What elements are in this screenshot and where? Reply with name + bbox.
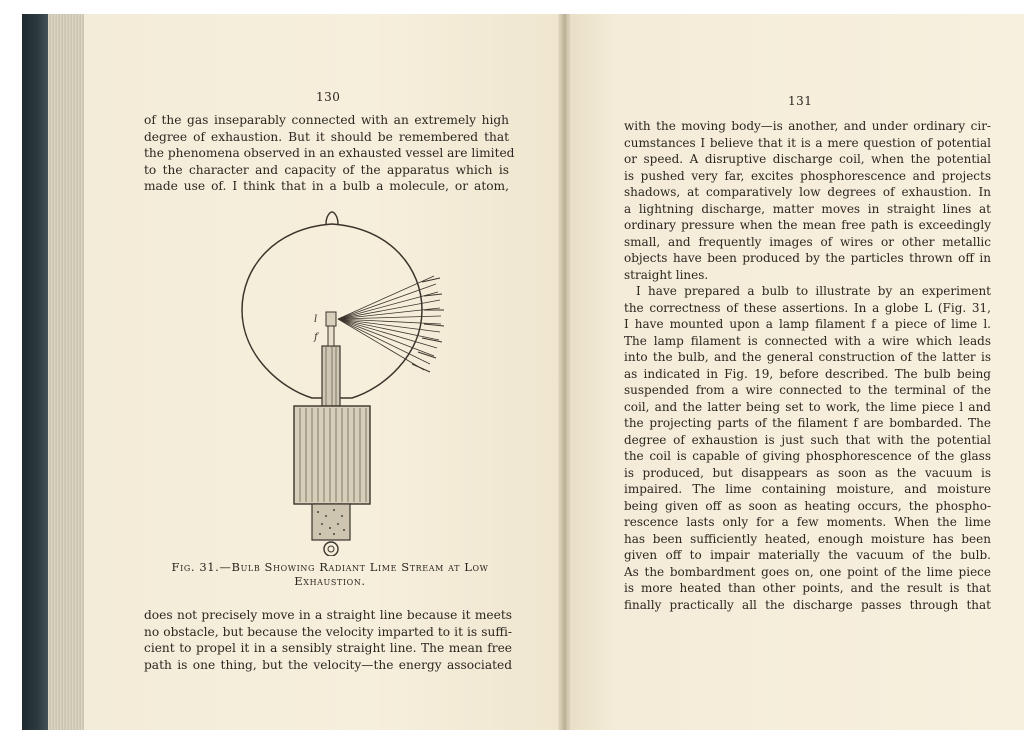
text-line: degree of exhaustion. But it should be remembered that — [144, 129, 509, 144]
figure-caption — [144, 560, 516, 588]
bulb-socket — [312, 504, 350, 540]
text-line: small, and frequently images of wires or other metallic — [624, 234, 991, 249]
text-line: is pushed very far, excites phosphorescence and projects — [624, 168, 991, 183]
left-top-paragraph — [144, 112, 515, 195]
text-line: I have prepared a bulb to illustrate by an experiment — [636, 284, 991, 298]
caption-line: Exhaustion. — [294, 574, 366, 588]
text-line: straight lines. — [624, 267, 709, 282]
text-line: shadows, at comparatively low degrees of exhaustion. In — [624, 185, 991, 199]
bulb-base — [294, 406, 370, 504]
text-line: being given off as soon as heating occurs, the phospho- — [624, 498, 991, 513]
left-page-number: 130 — [316, 90, 341, 104]
text-line: degree of exhaustion is just such that with the potential — [624, 432, 991, 447]
open-book — [22, 14, 1024, 730]
text-line: objects have been produced by the particles thrown off in — [624, 251, 991, 265]
text-line: rescence lasts only for a few moments. When the lime — [624, 515, 991, 529]
text-line: cumstances I believe that it is a mere question of potential — [624, 135, 991, 150]
right-paragraphs — [624, 118, 991, 613]
text-line: into the bulb, and the general construction of the latter is — [624, 350, 991, 364]
text-line: the correctness of these assertions. In a globe L (Fig. 31, — [624, 300, 991, 315]
caption-line: Fig. 31.—Bulb Showing Radiant Lime Stream at Low — [171, 560, 489, 574]
text-line: the coil is capable of giving phosphorescence of the glass — [624, 449, 991, 463]
text-line: does not precisely move in a straight line because it meets — [144, 608, 512, 622]
text-line: is produced, but disappears as soon as the vacuum is — [624, 465, 991, 480]
text-line: made use of. I think that in a bulb a molecule, or atom, — [144, 179, 509, 193]
text-line: given off to impair materially the vacuum of the bulb. — [624, 548, 991, 562]
text-line: coil, and the latter being set to work, the lime piece l and — [624, 399, 991, 414]
text-line: path is one thing, but the velocity—the energy associated — [144, 657, 512, 672]
text-line: The lamp filament is connected with a wire which leads — [624, 333, 991, 348]
text-line: or speed. A disruptive discharge coil, when the potential — [624, 152, 991, 166]
right-page — [570, 14, 1024, 730]
text-line: the projecting parts of the filament f are bombarded. The — [624, 416, 991, 430]
text-line: ordinary pressure when the mean free path is exceedingly — [624, 218, 991, 232]
text-line: as indicated in Fig. 19, before described. The bulb being — [624, 366, 991, 381]
text-line: cient to propel it in a sensibly straight line. The mean free — [144, 641, 512, 655]
book-spine — [22, 14, 48, 730]
label-l: l — [314, 314, 318, 325]
text-line: As the bombardment goes on, one point of the lime piece — [624, 564, 991, 579]
lime-piece — [326, 312, 336, 326]
text-line: impaired. The lime containing moisture, and moisture — [624, 482, 991, 496]
right-page-number: 131 — [788, 94, 813, 108]
terminal-ring — [324, 542, 338, 556]
left-page — [84, 14, 564, 730]
text-line: I have mounted upon a lamp filament f a piece of lime l. — [624, 317, 991, 331]
text-line: is more heated than other points, and the result is that — [624, 581, 991, 595]
text-line: has been sufficiently heated, enough moisture has been — [624, 531, 991, 546]
label-f: f — [314, 332, 318, 343]
text-line: of the gas inseparably connected with an extremely high — [144, 113, 509, 127]
text-line: a lightning discharge, matter moves in straight lines at — [624, 201, 991, 216]
text-line: to the character and capacity of the apparatus which is — [144, 162, 509, 177]
left-bottom-paragraph — [144, 607, 512, 673]
text-line: the phenomena observed in an exhausted vessel are limited — [144, 146, 515, 160]
radiant-stream — [338, 276, 441, 370]
text-line: no obstacle, but because the velocity imparted to it is suffi- — [144, 624, 512, 639]
text-line: suspended from a wire connected to the terminal of the — [624, 383, 991, 397]
bulb-figure — [204, 206, 454, 556]
text-line: with the moving body—is another, and under ordinary cir- — [624, 119, 991, 133]
page-edges — [48, 14, 84, 730]
text-line: finally practically all the discharge passes through that — [624, 597, 991, 612]
